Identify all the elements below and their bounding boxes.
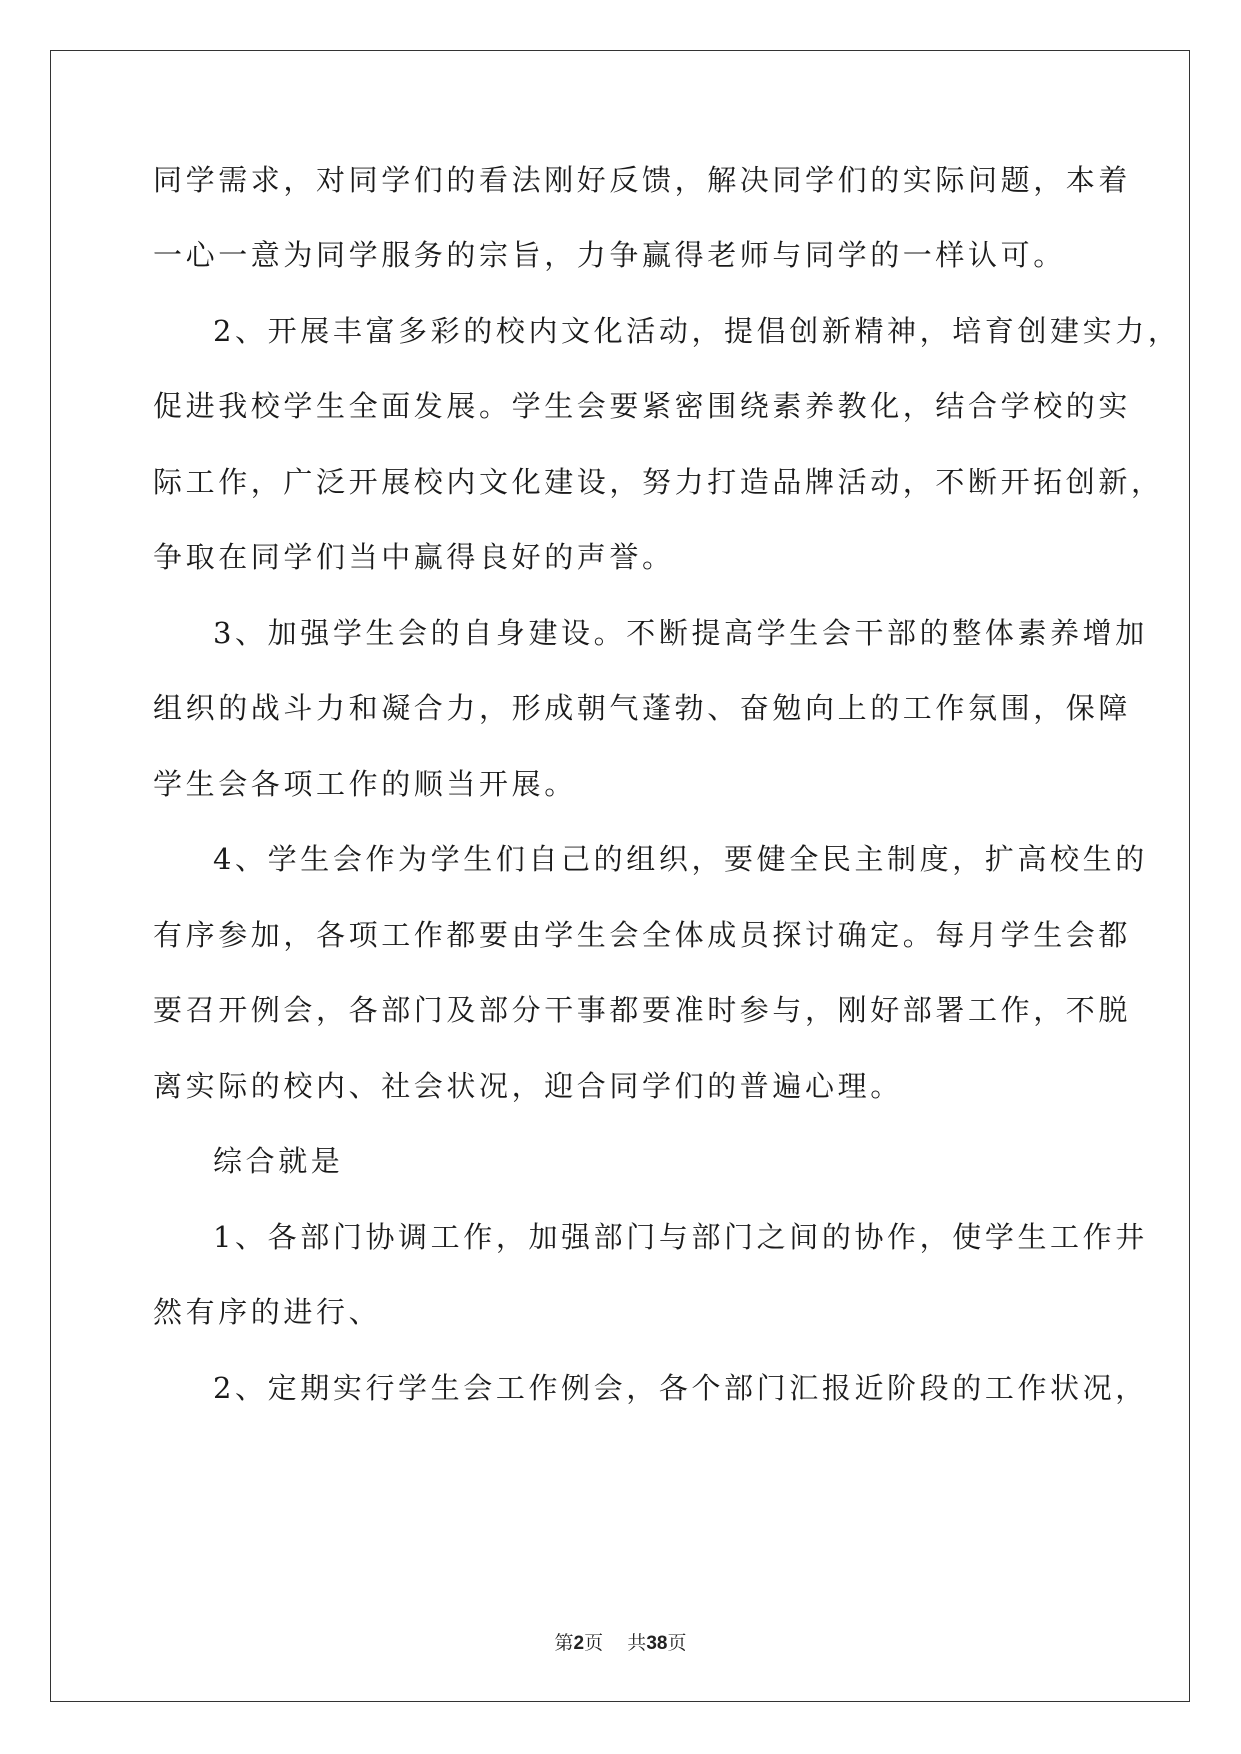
paragraph-line: 际工作，广泛开展校内文化建设，努力打造品牌活动，不断开拓创新，	[153, 465, 1164, 499]
paragraph-line: 争取在同学们当中赢得良好的声誉。	[153, 540, 675, 574]
page-footer	[0, 1628, 1241, 1655]
page-prefix: 第	[554, 1632, 574, 1654]
paragraph-line: 要召开例会，各部门及部分干事都要准时参与，刚好部署工作，不脱	[153, 993, 1132, 1027]
paragraph-line: 同学需求，对同学们的看法刚好反馈，解决同学们的实际问题，本着	[153, 163, 1132, 197]
paragraph-line: 有序参加，各项工作都要由学生会全体成员探讨确定。每月学生会都	[153, 918, 1132, 952]
paragraph-line: 综合就是	[213, 1144, 344, 1178]
paragraph-line: 离实际的校内、社会状况，迎合同学们的普遍心理。	[153, 1069, 903, 1103]
page-number: 2	[573, 1633, 585, 1654]
paragraph-line: 一心一意为同学服务的宗旨，力争赢得老师与同学的一样认可。	[153, 238, 1066, 272]
total-suffix: 页	[667, 1632, 687, 1654]
paragraph-line: 学生会各项工作的顺当开展。	[153, 767, 577, 801]
paragraph-line: 2、定期实行学生会工作例会，各个部门汇报近阶段的工作状况，	[213, 1371, 1148, 1405]
paragraph-line: 促进我校学生全面发展。学生会要紧密围绕素养教化，结合学校的实	[153, 389, 1132, 423]
paragraph-line: 1、各部门协调工作，加强部门与部门之间的协作，使学生工作井	[213, 1220, 1148, 1254]
paragraph-line: 4、学生会作为学生们自己的组织，要健全民主制度，扩高校生的	[213, 842, 1148, 876]
paragraph-line: 然有序的进行、	[153, 1295, 382, 1329]
paragraph-line: 3、加强学生会的自身建设。不断提高学生会干部的整体素养增加	[213, 616, 1148, 650]
paragraph-line: 组织的战斗力和凝合力，形成朝气蓬勃、奋勉向上的工作氛围，保障	[153, 691, 1132, 725]
paragraph-line: 2、开展丰富多彩的校内文化活动，提倡创新精神，培育创建实力，	[213, 314, 1181, 348]
page-suffix: 页	[584, 1632, 604, 1654]
total-pages: 38	[646, 1633, 668, 1654]
total-prefix: 共	[627, 1632, 647, 1654]
